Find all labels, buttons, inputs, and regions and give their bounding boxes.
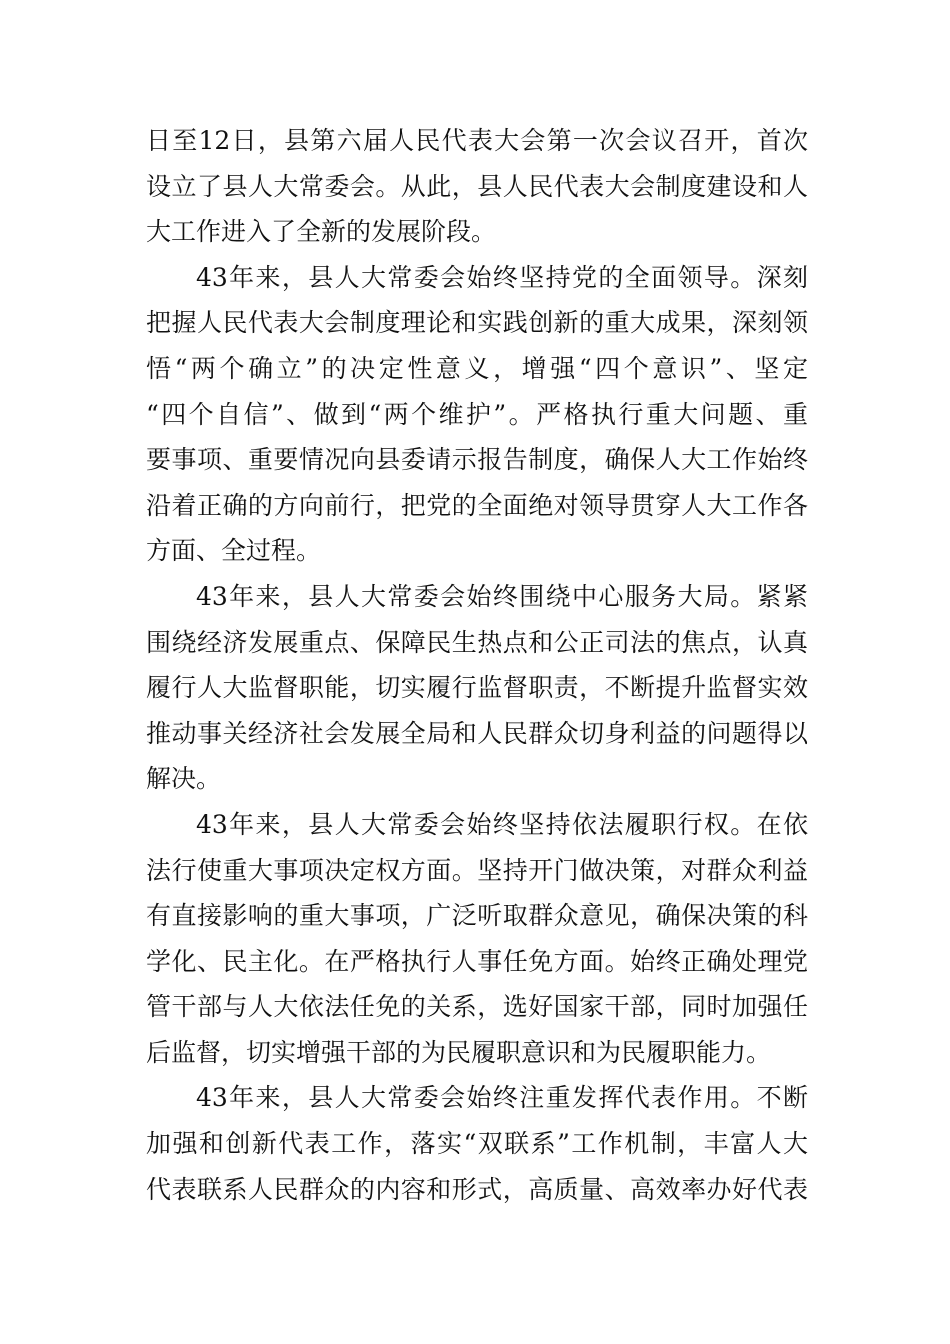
text-line: 有直接影响的重大事项，广泛听取群众意见，确保决策的科 (146, 901, 808, 931)
text-line: 大工作进入了全新的发展阶段。 (146, 217, 497, 247)
paragraph-first-line: 43年来，县人大常委会始终坚持依法履职行权。在依 (196, 809, 808, 839)
text-line: 加强和创新代表工作，落实“双联系”工作机制，丰富人大 (146, 1129, 808, 1159)
text-line: 推动事关经济社会发展全局和人民群众切身利益的问题得以 (146, 718, 808, 748)
text-line: 围绕经济发展重点、保障民生热点和公正司法的焦点，认真 (146, 627, 808, 657)
text-line: 设立了县人大常委会。从此，县人民代表大会制度建设和人 (146, 171, 808, 201)
text-line: 要事项、重要情况向县委请示报告制度，确保人大工作始终 (146, 445, 808, 475)
text-line: “四个自信”、做到“两个维护”。严格执行重大问题、重 (146, 399, 808, 429)
text-line: 沿着正确的方向前行，把党的全面绝对领导贯穿人大工作各 (146, 490, 808, 520)
text-line: 悟“两个确立”的决定性意义，增强“四个意识”、坚定 (146, 353, 808, 383)
text-line: 后监督，切实增强干部的为民履职意识和为民履职能力。 (146, 1037, 772, 1067)
text-line: 把握人民代表大会制度理论和实践创新的重大成果，深刻领 (146, 308, 808, 338)
paragraph-first-line: 43年来，县人大常委会始终围绕中心服务大局。紧紧 (196, 581, 808, 611)
paragraph-first-line: 43年来，县人大常委会始终注重发挥代表作用。不断 (196, 1083, 808, 1113)
paragraph-first-line: 43年来，县人大常委会始终坚持党的全面领导。深刻 (196, 262, 808, 292)
text-line: 管干部与人大依法任免的关系，选好国家干部，同时加强任 (146, 992, 808, 1022)
text-line: 方面、全过程。 (146, 536, 322, 566)
text-line: 解决。 (146, 764, 222, 794)
text-line: 法行使重大事项决定权方面。坚持开门做决策，对群众利益 (146, 855, 808, 885)
text-line: 代表联系人民群众的内容和形式，高质量、高效率办好代表 (146, 1174, 808, 1204)
document-body (146, 118, 808, 1212)
text-line: 履行人大监督职能，切实履行监督职责，不断提升监督实效 (146, 673, 808, 703)
text-line: 学化、民主化。在严格执行人事任免方面。始终正确处理党 (146, 946, 808, 976)
text-line: 日至12日，县第六届人民代表大会第一次会议召开，首次 (146, 126, 808, 155)
